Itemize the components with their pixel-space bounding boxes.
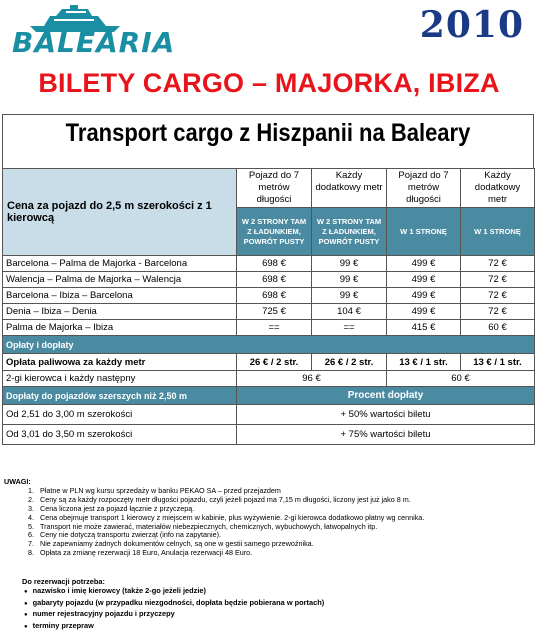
price-label: Cena za pojazd do 2,5 m szerokości z 1 kierowcą <box>3 169 237 256</box>
table-row <box>3 354 535 371</box>
list-item: ● nazwisko i imię kierowcy (także 2-go jeżeli jedzie) <box>34 586 324 597</box>
price-cell: 499 € <box>387 288 461 304</box>
route-name: Denia – Ibiza – Denia <box>3 304 237 320</box>
list-item: ● gabaryty pojazdu (w przypadku niezgodności, dopłata będzie pobierana w portach) <box>34 598 324 609</box>
price-cell: 499 € <box>387 272 461 288</box>
list-item: 2. Ceny są za każdy rozpoczęty metr długości pojazdu, czyli jeżeli pojazd ma 7,15 m długości, liczony jest już jako 8 m. <box>36 496 534 505</box>
list-item: 8. Opłata za zmianę rezerwacji 18 Euro, Anulacja rezerwacji 48 Euro. <box>36 549 534 558</box>
fees-header: Opłaty i dopłaty <box>3 336 535 354</box>
table-header-row <box>3 169 535 208</box>
price-cell: == <box>312 320 387 336</box>
price-cell: 60 € <box>461 320 535 336</box>
year-label: 2010 <box>419 4 524 46</box>
route-name: Barcelona – Ibiza – Barcelona <box>3 288 237 304</box>
price-cell: == <box>237 320 312 336</box>
section-row <box>3 387 535 405</box>
table-row <box>3 405 535 425</box>
driver-two-way: 96 € <box>237 371 387 387</box>
list-item: 7. Nie zapewniamy żadnych dokumentów celnych, są one w gestii samego przewoźnika. <box>36 540 534 549</box>
list-item: ● terminy przepraw <box>34 621 324 632</box>
price-cell: 72 € <box>461 272 535 288</box>
route-name: Palma de Majorka – Ibiza <box>3 320 237 336</box>
notes-list <box>4 487 534 558</box>
price-cell: 72 € <box>461 304 535 320</box>
wider-header: Dopłaty do pojazdów szerszych niż 2,50 m <box>3 387 237 405</box>
col-header: Pojazd do 7 metrów długości <box>387 169 461 208</box>
col-header: Każdy dodatkowy metr <box>461 169 535 208</box>
table-row <box>3 320 535 336</box>
wider-value: + 75% wartości biletu <box>237 425 535 445</box>
price-cell: 725 € <box>237 304 312 320</box>
price-cell: 698 € <box>237 256 312 272</box>
reservation-title: Do rezerwacji potrzeba: <box>22 577 105 586</box>
brand-name: BALEARIA <box>12 26 176 59</box>
fuel-cell: 13 € / 1 str. <box>387 354 461 371</box>
table-row <box>3 288 535 304</box>
route-name: Barcelona – Palma de Majorka - Barcelona <box>3 256 237 272</box>
balearia-logo <box>10 4 180 62</box>
notes-section <box>4 478 534 558</box>
headline: BILETY CARGO – MAJORKA, IBIZA <box>38 68 500 98</box>
table-row <box>3 371 535 387</box>
fuel-cell: 26 € / 2 str. <box>237 354 312 371</box>
price-cell: 99 € <box>312 256 387 272</box>
price-cell: 698 € <box>237 288 312 304</box>
sub-header: W 2 STRONY TAM Z ŁADUNKIEM, POWRÓT PUSTY <box>312 208 387 256</box>
price-cell: 499 € <box>387 304 461 320</box>
table-row <box>3 425 535 445</box>
table-row <box>3 256 535 272</box>
table-row <box>3 272 535 288</box>
price-cell: 72 € <box>461 256 535 272</box>
reservation-list <box>24 586 324 632</box>
list-item: 1. Płatne w PLN wg kursu sprzedaży w banku PEKAO SA – przed przejazdem <box>36 487 534 496</box>
section-row <box>3 336 535 354</box>
col-header: Każdy dodatkowy metr <box>312 169 387 208</box>
table-row <box>3 304 535 320</box>
price-cell: 499 € <box>387 256 461 272</box>
wider-value: + 50% wartości biletu <box>237 405 535 425</box>
fuel-cell: 13 € / 1 str. <box>461 354 535 371</box>
list-item: 4. Cena obejmuje transport 1 kierowcy z miejscem w kabinie, plus wyżywienie. 2-gi kierowca dodatkowo płatny wg cennika. <box>36 514 534 523</box>
wider-label: Od 3,01 do 3,50 m szerokości <box>3 425 237 445</box>
fuel-label: Opłata paliwowa za każdy metr <box>3 354 237 371</box>
col-header: Pojazd do 7 metrów długości <box>237 169 312 208</box>
page-subtitle: Transport cargo z Hiszpanii na Baleary <box>65 118 471 147</box>
price-cell: 104 € <box>312 304 387 320</box>
list-item: 6. Ceny nie dotyczą transportu zwierząt (info na zapytanie). <box>36 531 534 540</box>
subtitle-band <box>2 114 534 168</box>
list-item: ● numer rejestracyjny pojazdu i przyczepy <box>34 609 324 620</box>
price-cell: 698 € <box>237 272 312 288</box>
notes-title: UWAGI: <box>4 477 31 486</box>
list-item: 5. Transport nie może zawierać, materiałów niebezpiecznych, chemicznych, wybuchowych, łatwopalnych itp. <box>36 523 534 532</box>
driver-label: 2-gi kierowca i każdy następny <box>3 371 237 387</box>
price-table <box>2 168 535 445</box>
price-cell: 72 € <box>461 288 535 304</box>
sub-header: W 1 STRONĘ <box>387 208 461 256</box>
wider-label: Od 2,51 do 3,00 m szerokości <box>3 405 237 425</box>
route-name: Walencja – Palma de Majorka – Walencja <box>3 272 237 288</box>
price-cell: 415 € <box>387 320 461 336</box>
driver-one-way: 60 € <box>387 371 535 387</box>
sub-header: W 1 STRONĘ <box>461 208 535 256</box>
wider-col-header: Procent dopłaty <box>237 387 535 405</box>
reservation-section <box>24 577 324 632</box>
price-cell: 99 € <box>312 288 387 304</box>
sub-header: W 2 STRONY TAM Z ŁADUNKIEM, POWRÓT PUSTY <box>237 208 312 256</box>
fuel-cell: 26 € / 2 str. <box>312 354 387 371</box>
price-cell: 99 € <box>312 272 387 288</box>
list-item: 3. Cena liczona jest za pojazd łącznie z przyczepą. <box>36 505 534 514</box>
